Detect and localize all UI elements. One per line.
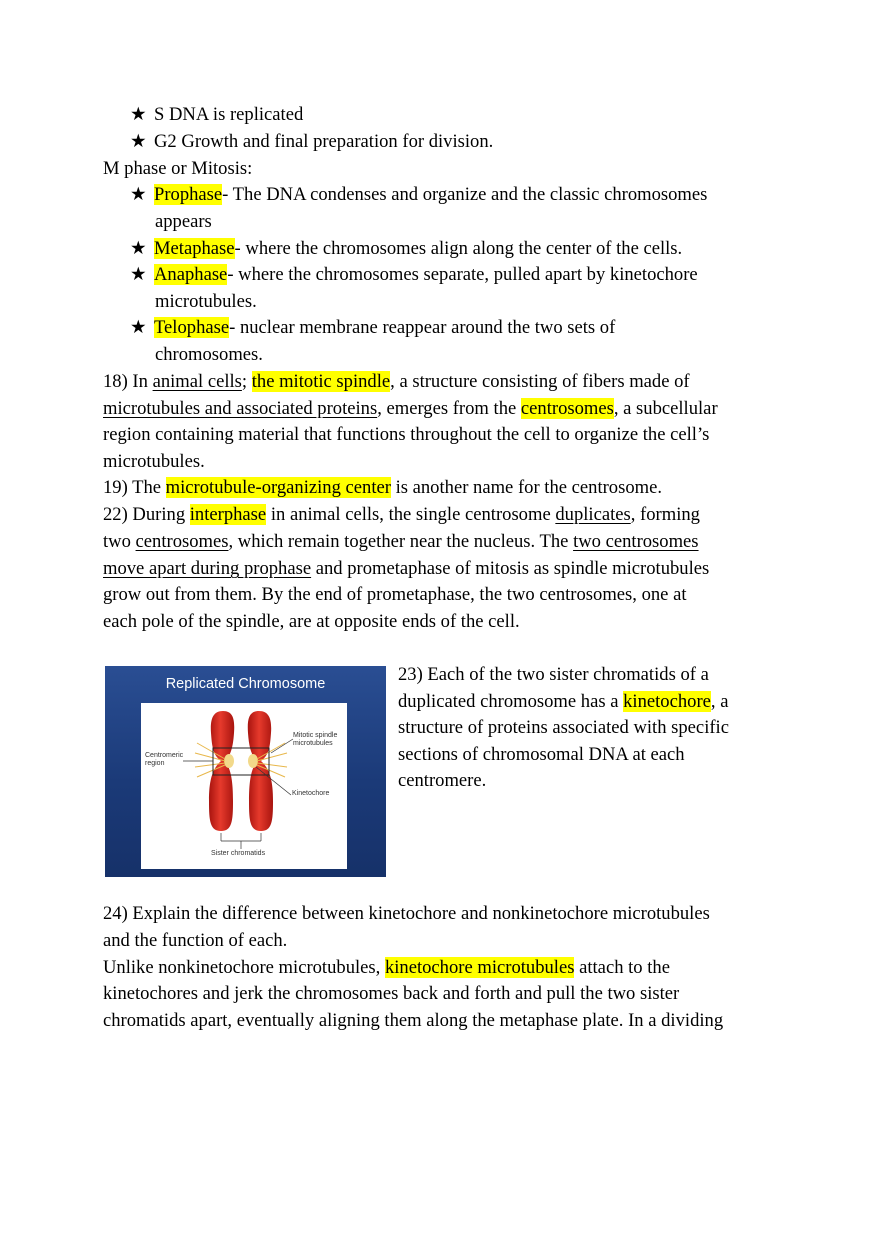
- mphase-heading: M phase or Mitosis:: [103, 158, 253, 179]
- list-item-s: ★ S DNA is replicated: [130, 104, 304, 125]
- highlight-kinetochore-microtubules: kinetochore microtubules: [384, 957, 575, 978]
- highlight-metaphase: Metaphase: [154, 238, 235, 259]
- paragraph-23-line-1: 23) Each of the two sister chromatids of a: [398, 664, 709, 685]
- highlight-kinetochore: kinetochore: [623, 691, 711, 712]
- label-kinetochore: Kinetochore: [292, 790, 330, 797]
- paragraph-18-line-4: microtubules.: [103, 451, 205, 472]
- list-item-prophase: ★ Prophase- The DNA condenses and organize and the classic chromosomes: [130, 184, 708, 205]
- figure-panel: [141, 703, 347, 869]
- highlight-mitotic-spindle: the mitotic spindle: [251, 371, 391, 392]
- paragraph-18-line-3: region containing material that functions throughout the cell to organize the cell’s: [103, 424, 710, 445]
- highlight-centrosomes: centrosomes: [520, 398, 614, 419]
- highlight-mtoc: microtubule-organizing center: [165, 477, 391, 498]
- paragraph-18-line-2: microtubules and associated proteins, emerges from the centrosomes, a subcellular: [103, 398, 718, 419]
- list-item-metaphase: ★ Metaphase- where the chromosomes align along the center of the cells.: [130, 238, 683, 259]
- label-centromeric-region: Centromeric region: [145, 752, 184, 767]
- answer-24-line-1: Unlike nonkinetochore microtubules, kinetochore microtubules attach to the: [103, 957, 670, 978]
- list-item-g2: ★ G2 Growth and final preparation for division.: [130, 131, 494, 152]
- paragraph-23-line-5: centromere.: [398, 770, 487, 791]
- question-24-line-2: and the function of each.: [103, 930, 288, 951]
- figure-title: Replicated Chromosome: [165, 676, 326, 692]
- question-24-line-1: 24) Explain the difference between kinetochore and nonkinetochore microtubules: [103, 903, 710, 924]
- highlight-prophase: Prophase: [154, 184, 223, 205]
- list-item-telophase-cont: chromosomes.: [155, 344, 263, 365]
- label-mitotic-spindle: Mitotic spindle microtubules: [293, 732, 338, 747]
- paragraph-22-line-3: move apart during prophase and prometaphase of mitosis as spindle microtubules: [103, 558, 710, 579]
- kinetochore-right: [248, 754, 258, 768]
- replicated-chromosome-figure: [105, 666, 386, 877]
- answer-24-line-2: kinetochores and jerk the chromosomes back and forth and pull the two sister: [103, 983, 680, 1004]
- answer-24-line-3: chromatids apart, eventually aligning them along the metaphase plate. In a dividing: [103, 1010, 724, 1031]
- paragraph-23-line-3: structure of proteins associated with specific: [398, 717, 729, 738]
- paragraph-23-line-4: sections of chromosomal DNA at each: [398, 744, 685, 765]
- paragraph-22-line-1: 22) During interphase in animal cells, the single centrosome duplicates, forming: [103, 504, 700, 525]
- paragraph-22-line-4: grow out from them. By the end of prometaphase, the two centrosomes, one at: [103, 584, 687, 605]
- list-item-prophase-cont: appears: [155, 211, 212, 232]
- paragraph-22-line-5: each pole of the spindle, are at opposite ends of the cell.: [103, 611, 520, 632]
- chromosome-diagram: [141, 703, 347, 869]
- list-item-telophase: ★ Telophase- nuclear membrane reappear around the two sets of: [130, 317, 616, 338]
- highlight-telophase: Telophase: [154, 317, 230, 338]
- list-item-anaphase: ★ Anaphase- where the chromosomes separate, pulled apart by kinetochore: [130, 264, 698, 285]
- paragraph-18-line-1: 18) In animal cells; the mitotic spindle, a structure consisting of fibers made of: [103, 371, 690, 392]
- paragraph-22-line-2: two centrosomes, which remain together near the nucleus. The two centrosomes: [103, 531, 699, 552]
- list-item-anaphase-cont: microtubules.: [155, 291, 257, 312]
- kinetochore-left: [224, 754, 234, 768]
- label-sister-chromatids: Sister chromatids: [211, 850, 266, 857]
- paragraph-23-line-2: duplicated chromosome has a kinetochore, a: [398, 691, 729, 712]
- highlight-anaphase: Anaphase: [154, 264, 228, 285]
- highlight-interphase: interphase: [189, 504, 267, 525]
- paragraph-19: 19) The microtubule-organizing center is another name for the centrosome.: [103, 477, 662, 498]
